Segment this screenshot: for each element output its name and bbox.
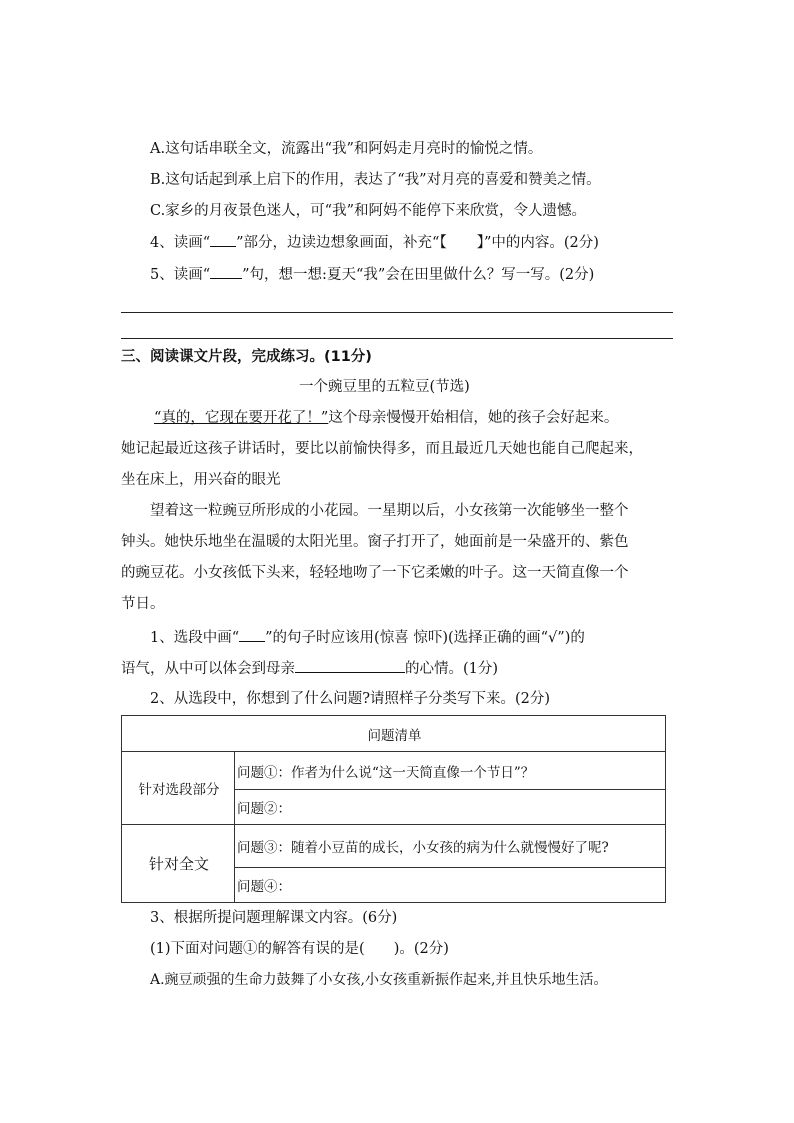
- passage-line-3: 坐在床上，用兴奋的眼光: [121, 472, 281, 488]
- question-4-suffix: 】”中的内容。(2分): [476, 235, 599, 251]
- passage-line-4: 望着这一粒豌豆所形成的小花园。一星期以后，小女孩第一次能够坐一整个: [150, 503, 629, 519]
- passage-line-7: 节日。: [121, 596, 165, 612]
- question-4-prefix: 4、读画“: [150, 235, 211, 251]
- underline-marker: [239, 627, 265, 642]
- table-header: 问题清单: [122, 716, 666, 752]
- table-row-question-1: 问题①：作者为什么说“这一天简直像一个节日”？: [235, 752, 666, 790]
- option-c: C.家乡的月夜景色迷人，可“我”和阿妈不能停下来欣赏，令人遗憾。: [150, 203, 587, 219]
- passage-line-6: 的豌豆花。小女孩低下头来，轻轻地吻了一下它柔嫩的叶子。这一天简直像一个: [121, 565, 629, 581]
- question-5: [150, 264, 594, 285]
- table-row-question-2[interactable]: 问题②：: [235, 790, 666, 825]
- question-4-middle: ”部分，边读边想象画面，补充“【: [236, 235, 447, 251]
- sub-question-2: 2、从选段中，你想到了什么问题?请照样子分类写下来。(2分): [150, 691, 551, 707]
- option-a: A.这句话串联全文，流露出“我”和阿妈走月亮时的愉悦之情。: [150, 141, 543, 157]
- underlined-quote: “真的，它现在要开花了！”: [154, 410, 329, 426]
- answer-line-2[interactable]: [121, 338, 673, 339]
- passage-line-1-rest: 这个母亲慢慢开始相信，她的孩子会好起来。: [328, 410, 619, 426]
- question-5-suffix: ”句，想一想:夏天“我”会在田里做什么？写一写。(2分): [242, 267, 595, 283]
- passage-line-2: 她记起最近这孩子讲话时，要比以前愉快得多，而且最近几天她也能自己爬起来，: [121, 441, 643, 457]
- sub-question-1-suffix: ”的句子时应该用(惊喜 惊吓)(选择正确的画“√”)的: [265, 630, 585, 646]
- question-5-prefix: 5、读画“: [150, 267, 211, 283]
- wavy-underline-marker: [210, 232, 236, 247]
- sub-question-3: 3、根据所提问题理解课文内容。(6分): [150, 910, 398, 926]
- passage-line-5: 钟头。她快乐地坐在温暖的太阳光里。窗子打开了，她面前是一朵盛开的、紫色: [121, 534, 629, 550]
- question-list-table: [121, 715, 666, 903]
- answer-line-1[interactable]: [121, 312, 673, 313]
- question-4: [150, 232, 599, 253]
- passage-title: 一个豌豆里的五粒豆(节选): [299, 379, 470, 395]
- sub-question-1-line-2-suffix: 的心情。(1分): [405, 661, 499, 677]
- option-b: B.这句话起到承上启下的作用，表达了“我”对月亮的喜爱和赞美之情。: [150, 172, 601, 188]
- sub-question-3-1-option-a: A.豌豆顽强的生命力鼓舞了小女孩,小女孩重新振作起来,并且快乐地生活。: [150, 972, 608, 988]
- table-row-question-3: 问题③：随着小豆苗的成长，小女孩的病为什么就慢慢好了呢?: [235, 825, 666, 868]
- sub-question-1-line-2-prefix: 语气，从中可以体会到母亲: [121, 661, 295, 677]
- section-3-heading: 三、阅读课文片段，完成练习。(11分): [121, 349, 372, 365]
- table-row-question-4[interactable]: 问题④：: [235, 868, 666, 903]
- sub-question-1-prefix: 1、选段中画“: [150, 630, 240, 646]
- fill-in-blank[interactable]: [295, 658, 405, 673]
- passage-line-1: [154, 408, 618, 428]
- sub-question-3-1: (1)下面对问题①的解答有误的是( )。(2分): [150, 941, 449, 957]
- table-group-1-label: 针对选段部分: [122, 752, 235, 825]
- sub-question-1: [150, 627, 585, 648]
- sub-question-1-line-2: [121, 658, 498, 679]
- underline-marker: [210, 264, 242, 279]
- table-group-2-label: 针对全文: [122, 825, 235, 903]
